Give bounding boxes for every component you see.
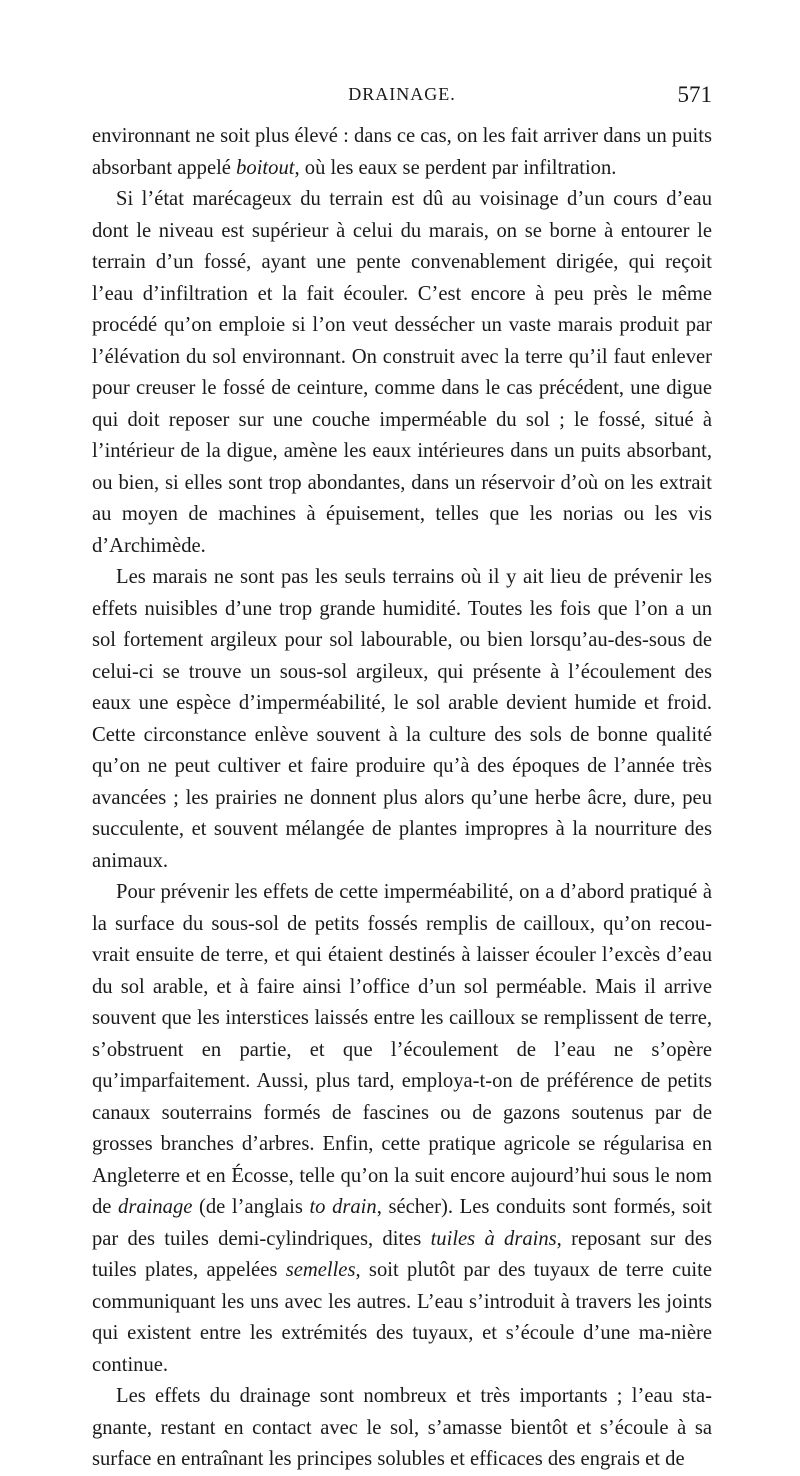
italic-term: boitout	[236, 156, 295, 179]
text-run: environnant ne soit plus élevé : dans ce cas, on les fait arriver dans un puits absorbant appelé	[92, 125, 712, 179]
text-run: , reposant sur des tuiles plates, appelées	[92, 1227, 712, 1281]
body-text	[92, 121, 712, 1476]
paragraph	[92, 877, 712, 1381]
italic-term: to drain	[309, 1196, 377, 1218]
text-run: , sécher). Les conduits sont formés, soit par des tuiles demi-cylindriques, dites	[92, 1196, 713, 1250]
italic-term: drainage	[118, 1196, 193, 1218]
running-title: DRAINAGE.	[348, 84, 456, 104]
running-head	[92, 82, 712, 112]
page-number: 571	[677, 82, 712, 107]
text-run: Les marais ne sont pas les seuls terrains où il y ait lieu de prévenir les effets nuisibles d’une trop grande humidité. Toutes les fois que l’on a un sol fortement argileux pour sol labourable, ou bien lorsqu’au-des-sous de celui-ci se trouve un sous-sol argileux, qui présente à l’écoulement des eaux une espèce d’imperméabilité, le sol arable devient humide et froid. Cette circonstance enlève souvent à la culture des sols de bonne qualité qu’on ne peut cultiver et faire produire qu’à des époques de l’année très avancées ; les prairies ne donnent plus alors qu’une herbe âcre, dure, peu succulente, et souvent mélangée de plantes impropres à la nourriture des animaux.	[92, 566, 712, 872]
paragraph	[92, 562, 712, 877]
italic-term: tuiles à drains	[430, 1227, 557, 1250]
paragraph	[92, 184, 712, 562]
text-run: , soit plutôt par des tuyaux de terre cuite communiquant les uns avec les autres. L’eau s’introduit à travers les joints qui existent entre les extrémités des tuyaux, et s’écoule d’une ma-nière continue.	[92, 1259, 713, 1376]
italic-term: semelles	[285, 1259, 356, 1281]
text-run: Les effets du drainage sont nombreux et très importants ; l’eau sta-gnante, restant en contact avec le sol, s’amasse bientôt et s’écoule à sa surface en entraînant les principes solubles et efficaces des engrais et de	[92, 1385, 712, 1470]
paragraph	[92, 121, 712, 184]
text-run: Si l’état marécageux du terrain est dû au voisinage d’un cours d’eau dont le niveau est supérieur à celui du marais, on se borne à entourer le terrain d’un fossé, ayant une pente convenablement dirigée, qui reçoit l’eau d’infiltration et la fait écouler. C’est encore à peu près le même procédé qu’on emploie si l’on veut dessécher un vaste marais produit par l’élévation du sol environnant. On construit avec la terre qu’il faut enlever pour creuser le fossé de ceinture, comme dans le cas précédent, une digue qui doit reposer sur une couche imperméable du sol ; le fossé, situé à l’intérieur de la digue, amène les eaux intérieures dans un puits absorbant, ou bien, si elles sont trop abondantes, dans un réservoir d’où on les extrait au moyen de machines à épuisement, telles que les norias ou les vis d’Archimède.	[92, 188, 712, 557]
paragraph	[92, 1381, 712, 1476]
text-run: , où les eaux se perdent par infiltration.	[294, 156, 617, 179]
text-run: (de l’anglais	[192, 1196, 310, 1218]
text-run: Pour prévenir les effets de cette imperméabilité, on a d’abord pratiqué à la surface du sous-sol de petits fossés remplis de cailloux, qu’on recou-vrait ensuite de terre, et qui étaient destinés à laisser écouler l’excès d’eau du sol arable, et à faire ainsi l’office d’un sol perméable. Mais il arrive souvent que les interstices laissés entre les cailloux se remplissent de terre, s’obstruent en partie, et que l’écoulement de l’eau ne s’opère qu’imparfaitement. Aussi, plus tard, employa-t-on de préférence de petits canaux souterrains formés de fascines ou de gazons soutenus par de grosses branches d’arbres. Enfin, cette pratique agricole se régularisa en Angleterre et en Écosse, telle qu’on la suit encore aujourd’hui sous le nom de	[92, 881, 712, 1218]
